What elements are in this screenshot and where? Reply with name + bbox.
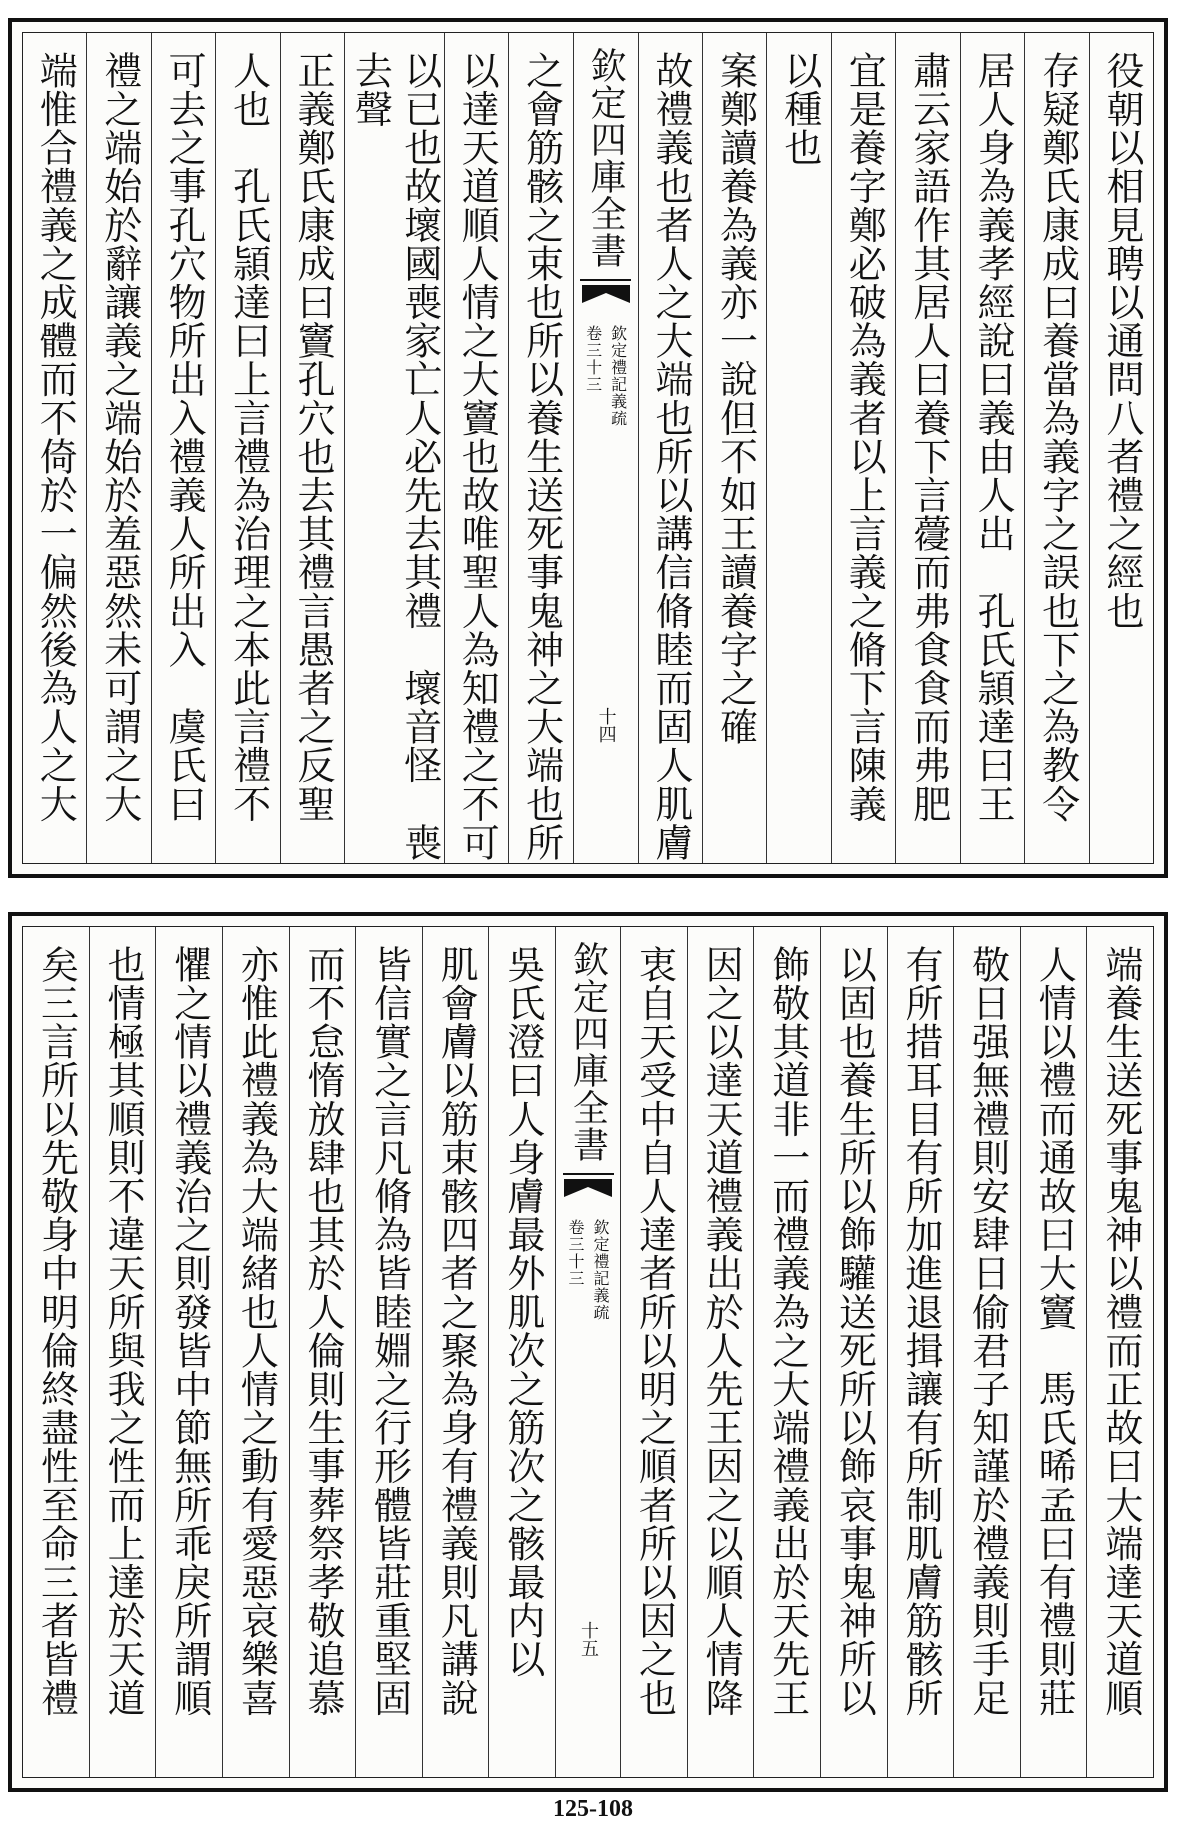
column-text: 有所措耳目有所加進退揖讓有所制肌膚筋骸所 [899,945,944,1717]
column-text: 之會筋骸之束也所以養生送死事鬼神之大端也所 [519,51,564,862]
text-column [702,33,766,863]
text-column [687,927,754,1777]
column-text: 肅云家語作其居人曰養下言蘉而弗食食而弗肥 [906,51,951,823]
column-text: 存疑鄭氏康成曰養當為義字之誤也下之為教令 [1035,51,1080,823]
upper-page [8,18,1168,878]
fold-chapter: 卷三十三 [583,325,603,393]
column-text: 端養生送死事鬼神以禮而正故曰大端達天道順 [1098,945,1143,1717]
text-column [289,927,356,1777]
text-column [151,33,215,863]
column-text: 皆信實之言凡脩為皆睦婣之行形體皆莊重堅固 [367,945,412,1717]
fold-title: 欽定四庫全書 [580,47,631,281]
column-text: 肌會膚以筋束骸四者之聚為身有禮義則凡講說 [434,945,479,1717]
column-text: 役朝以相見聘以通問八者禮之經也 [1099,51,1144,630]
text-column [1086,927,1153,1777]
fishtail-mark-icon [562,1177,614,1199]
text-column [831,33,895,863]
text-column [280,33,344,863]
text-column [222,927,289,1777]
column-text: 正義鄭氏康成曰竇孔穴也去其禮言愚者之反聖 [290,51,335,823]
column-text: 居人身為義孝經說曰義由人出 孔氏頴達曰王 [971,51,1016,823]
text-column [488,927,555,1777]
column-text: 宜是養字鄭必破為義者以上言義之脩下言陳義 [842,51,887,823]
text-column [895,33,959,863]
text-column [86,33,150,863]
fishtail-mark-icon [580,283,632,305]
center-fold-strip [555,927,620,1777]
center-fold-strip [573,33,638,863]
column-text: 以固也養生所以飾驩送死所以飾哀事鬼神所以 [832,945,877,1717]
column-text: 故禮義也者人之大端也所以講信脩睦而固人肌膚 [649,51,694,862]
text-column [215,33,279,863]
column-text: 人也 孔氏頴達曰上言禮為治理之本此言禮不 [226,51,271,823]
text-column [820,927,887,1777]
text-column [887,927,954,1777]
text-column [89,927,156,1777]
column-text: 人情以禮而通故曰大竇 馬氏晞孟曰有禮則莊 [1032,945,1077,1717]
text-column [355,927,422,1777]
column-text: 可去之事孔穴物所出入禮義人所出入 虞氏曰 [162,51,207,823]
lower-page [8,912,1168,1792]
lower-page-frame [22,926,1154,1778]
text-column [1020,927,1087,1777]
text-column [508,33,572,863]
text-column [1024,33,1088,863]
column-text: 也情極其順則不違天所與我之性而上達於天道 [101,945,146,1717]
text-column [344,33,444,863]
column-text: 因之以達天道禮義出於人先王因之以順人情降 [699,945,744,1717]
column-text: 衷自天受中自人達者所以明之順者所以因之也 [632,945,677,1717]
column-text: 懼之情以禮義治之則發皆中節無所乖戾所謂順 [167,945,212,1717]
column-text: 以種也 [777,51,822,167]
fold-subtitle [564,1219,612,1321]
column-text: 亦惟此禮義為大端緒也人情之動有愛惡哀樂喜 [234,945,279,1717]
fold-page-number: 十四 [595,707,617,743]
column-text: 矣三言所以先敬身中明倫終盡性至命三者皆禮 [34,945,79,1717]
fold-book-title: 欽定禮記義疏 [608,325,628,427]
text-column [753,927,820,1777]
column-text: 以已也故壞國喪家亡人必先去其禮 壞音怪 喪去聲 [348,51,442,862]
text-column [1089,33,1153,863]
column-text: 以達天道順人情之大竇也故唯聖人為知禮之不可 [455,51,500,862]
column-text: 端惟合禮義之成體而不倚於一偏然後為人之大 [33,51,78,823]
upper-page-frame [22,32,1154,864]
column-text: 吳氏澄曰人身膚最外肌次之筋次之骸最内以 [500,945,545,1679]
text-column [444,33,508,863]
text-column [953,927,1020,1777]
column-text: 飾敬其道非一而禮義為之大端禮義出於天先王 [765,945,810,1717]
column-text: 敬日强無禮則安肆日偷君子知謹於禮義則手足 [965,945,1010,1717]
text-column [960,33,1024,863]
column-text: 而不怠惰放肆也其於人倫則生事葬祭孝敬追慕 [301,945,346,1717]
fold-title: 欽定四庫全書 [563,941,614,1175]
fold-chapter: 卷三十三 [566,1219,585,1287]
fold-book-title: 欽定禮記義疏 [591,1219,610,1321]
text-column [23,927,89,1777]
text-column [155,927,222,1777]
page-footer-number: 125-108 [553,1796,633,1822]
fold-subtitle [582,325,630,427]
text-column [638,33,702,863]
fold-page-number: 十五 [578,1621,599,1657]
text-column [23,33,86,863]
text-column [422,927,489,1777]
column-text: 案鄭讀養為義亦一說但不如王讀養字之確 [713,51,758,746]
column-text: 禮之端始於辭讓義之端始於羞惡然未可謂之大 [97,51,142,823]
text-column [766,33,830,863]
text-column [620,927,687,1777]
